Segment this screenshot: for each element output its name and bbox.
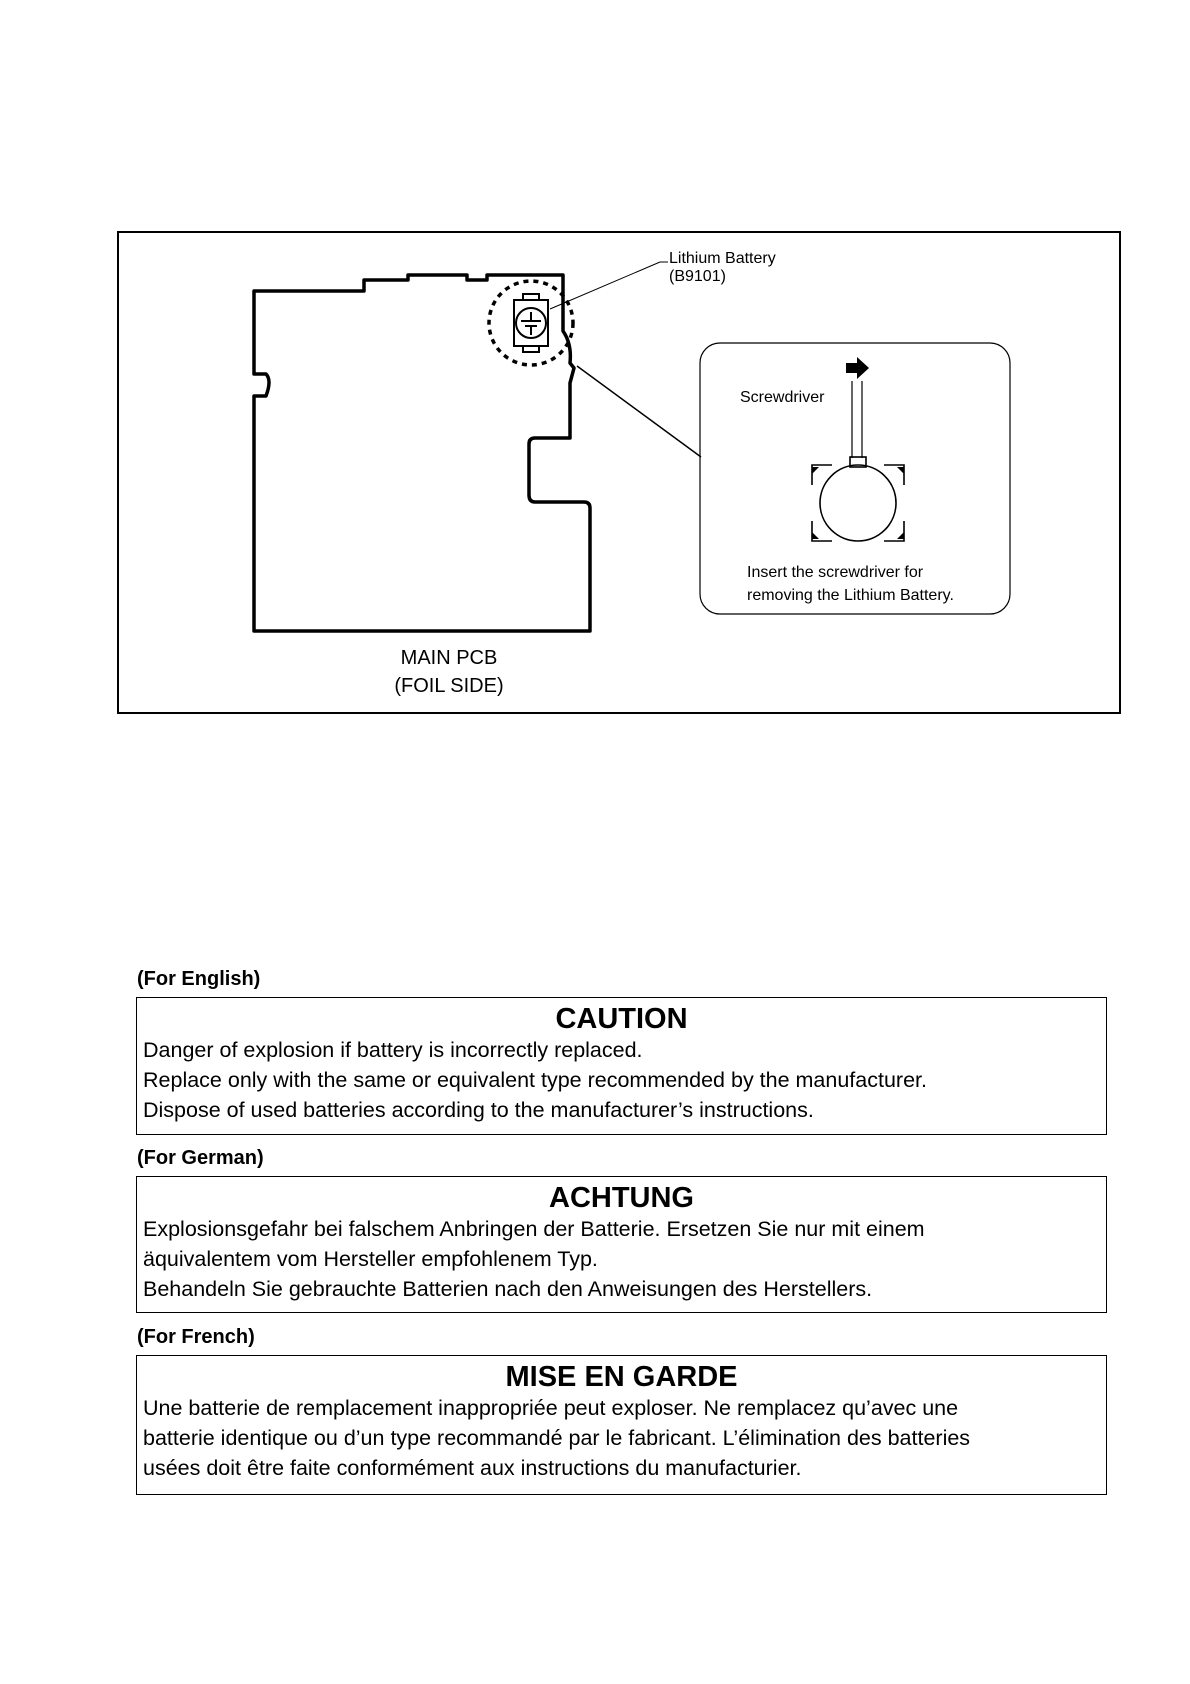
caution-line: Behandeln Sie gebrauchte Batterien nach den Anweisungen des Herstellers.: [143, 1277, 873, 1301]
pcb-label-line-1: MAIN PCB: [400, 647, 498, 669]
caution-box-german: [136, 1176, 1107, 1313]
battery-detail-icon: [812, 457, 904, 541]
caution-line: batterie identique ou d’un type recommandé par le fabricant. L’élimination des batteries: [143, 1426, 971, 1450]
main-pcb-outline: [254, 275, 590, 631]
screwdriver-label: Screwdriver: [740, 389, 825, 406]
instruction-line-1: Insert the screwdriver for: [747, 564, 924, 581]
arrow-right-icon: [846, 357, 869, 379]
caution-line: Replace only with the same or equivalent type recommended by the manufacturer.: [143, 1068, 927, 1092]
caution-title: MISE EN GARDE: [505, 1361, 738, 1393]
language-label-french: (For French): [137, 1326, 255, 1348]
caution-line: Une batterie de remplacement inappropriée peut exploser. Ne remplacez qu’avec une: [143, 1396, 959, 1420]
lithium-battery-label: Lithium Battery: [669, 250, 776, 267]
caution-title: CAUTION: [555, 1003, 688, 1035]
holder-tab-marks: [812, 467, 904, 539]
battery-holder-icon: [514, 294, 548, 352]
battery-location-diagram: [117, 231, 1121, 714]
pcb-label-line-2: (FOIL SIDE): [394, 675, 504, 697]
caution-box-french: [136, 1355, 1107, 1495]
diagram-drawing: [119, 233, 1119, 712]
caution-box-english: [136, 997, 1107, 1135]
language-label-english: (For English): [137, 968, 261, 990]
battery-leader-line: [550, 262, 660, 309]
language-label-german: (For German): [137, 1147, 264, 1169]
caution-title: ACHTUNG: [549, 1182, 694, 1214]
caution-line: Explosionsgefahr bei falschem Anbringen der Batterie. Ersetzen Sie nur mit einem: [143, 1217, 925, 1241]
detail-connector-line: [577, 366, 701, 457]
caution-line: Dispose of used batteries according to the manufacturer’s instructions.: [143, 1098, 814, 1122]
caution-line: äquivalentem vom Hersteller empfohlenem Typ.: [143, 1247, 598, 1271]
caution-line: Danger of explosion if battery is incorrectly replaced.: [143, 1038, 643, 1062]
caution-line: usées doit être faite conformément aux instructions du manufacturier.: [143, 1456, 802, 1480]
battery-code-label: (B9101): [669, 268, 726, 285]
instruction-line-2: removing the Lithium Battery.: [747, 587, 954, 604]
screwdriver-icon: [852, 381, 862, 458]
